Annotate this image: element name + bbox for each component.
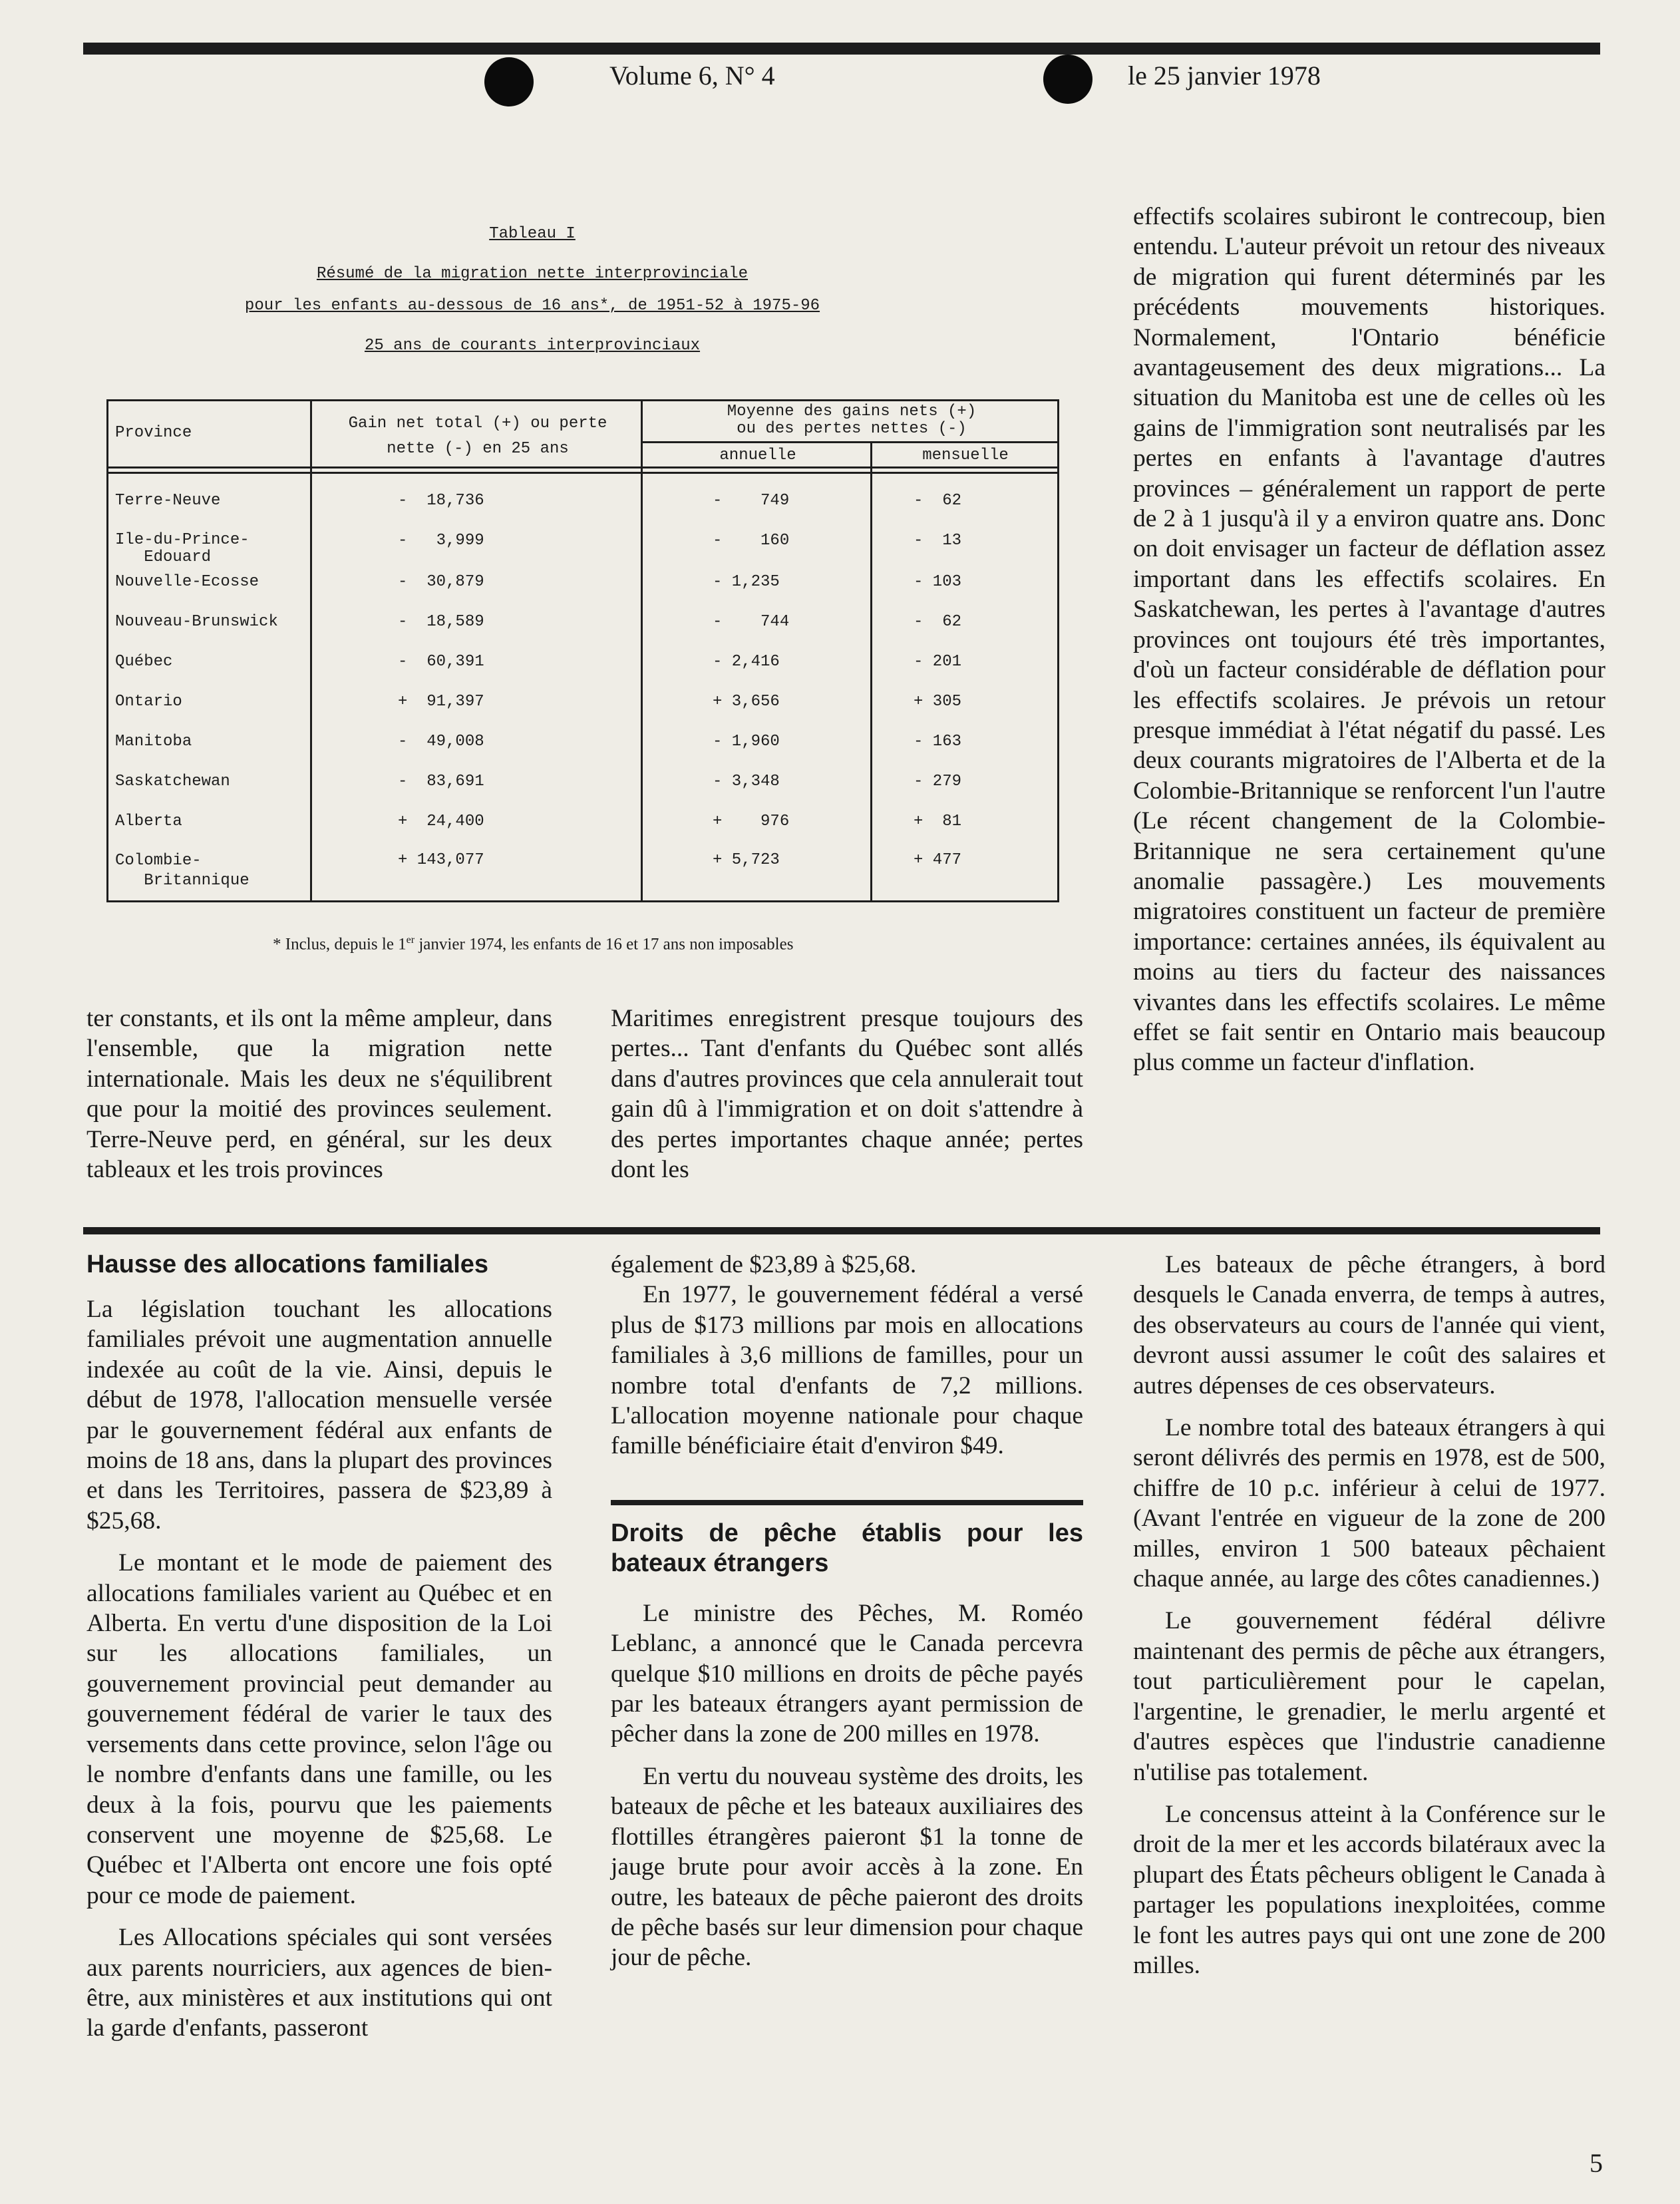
- body-paragraph: ter constants, et ils ont la même ampleur, dans l'ensemble, que la migration nette internationale. Mais les deux ne s'équilibrent que pour la moitié des provinces seulement. Terre-Neuve perd, en général, sur les deux tableaux et les trois provinces: [86, 1005, 552, 1184]
- row-monthly: - 201: [914, 653, 962, 671]
- body-paragraph: Le nombre total des bateaux étrangers à qui seront délivrés des permis en 1978, est de 500, chiffre de 10 p.c. inférieur à celui de 1977. (Avant l'entrée en vigueur de la zone de 200 milles, environ 1 500 bateaux pêchaient chaque année, au large des côtes canadiennes.): [1133, 1414, 1605, 1593]
- row-monthly: - 103: [914, 573, 962, 591]
- header-average-line1: Moyenne des gains nets (+): [727, 403, 977, 421]
- body-paragraph: Le gouvernement fédéral délivre maintenant des permis de pêche aux étrangers, tout particulièrement pour le capelan, l'argentine, le grenadier, le merlu argenté et d'autres espèces que l'industrie canadienne n'utilise pas totalement.: [1133, 1607, 1605, 1786]
- body-paragraph: En vertu du nouveau système des droits, les bateaux de pêche et les bateaux auxiliaires des flottilles étrangères paieront $1 la tonne de jauge brute pour avoir accès à la zone. En outre, les bateaux de pêche paieront des droits de pêche basés sur leur dimension pour chaque jour de pêche.: [611, 1762, 1083, 1972]
- row-province: Ontario: [115, 693, 182, 711]
- volume-number: Volume 6, N° 4: [609, 61, 775, 91]
- top-rule: [83, 43, 1600, 55]
- row-total: + 91,397: [398, 693, 484, 711]
- body-paragraph: Le concensus atteint à la Conférence sur le droit de la mer et les accords bilatéraux avec la plupart des États pêcheurs obligent le Canada à partager les populations inexploitées, comme le font les autres pays qui ont une zone de 200 milles.: [1133, 1800, 1605, 1979]
- row-annual: - 2,416: [713, 653, 780, 671]
- row-province: Manitoba: [115, 733, 192, 751]
- header-average-line2: ou des pertes nettes (-): [737, 420, 967, 438]
- article-title: Hausse des allocations familiales: [86, 1250, 489, 1278]
- section-rule: [83, 1227, 1600, 1234]
- middle-column: [611, 1250, 1083, 1973]
- row-monthly: - 13: [914, 532, 962, 550]
- row-annual: + 976: [713, 813, 790, 830]
- header-total-line1: Gain net total (+) ou perte: [348, 415, 607, 433]
- row-monthly: + 81: [914, 813, 962, 830]
- header-annual: annuelle: [719, 447, 796, 464]
- row-total: - 3,999: [398, 532, 484, 550]
- row-province: Colombie- Britannique: [115, 852, 250, 890]
- article-family-allowances: [86, 1250, 552, 2044]
- row-total: + 24,400: [398, 813, 484, 830]
- binder-hole: [1043, 55, 1092, 104]
- upper-middle-column: [611, 1004, 1083, 1185]
- row-total: - 18,736: [398, 492, 484, 510]
- table-period: 25 ans de courants interprovinciaux: [364, 337, 701, 355]
- row-monthly: - 62: [914, 613, 962, 631]
- row-province: Saskatchewan: [115, 773, 230, 791]
- table-footnote: * Inclus, depuis le 1er janvier 1974, les enfants de 16 et 17 ans non imposables: [273, 934, 794, 954]
- body-paragraph: Maritimes enregistrent presque toujours des pertes... Tant d'enfants du Québec sont allés dans d'autres provinces que cela annulerait tout gain dû à l'immigration et on doit s'attendre à des pertes importantes chaque année; pertes dont les: [611, 1005, 1083, 1184]
- header-total-line2: nette (-) en 25 ans: [387, 440, 569, 458]
- body-paragraph: La législation touchant les allocations familiales prévoit une augmentation annuelle indexée au coût de la vie. Ainsi, depuis le début de 1978, l'allocation mensuelle versée par le gouvernement fédéral aux enfants de moins de 18 ans, dans la plupart des provinces et dans les Territoires, passera de $23,89 à $25,68.: [86, 1296, 552, 1535]
- page-number: 5: [1590, 2148, 1603, 2178]
- row-province: Terre-Neuve: [115, 492, 221, 510]
- row-monthly: + 305: [914, 693, 962, 711]
- binder-hole: [484, 57, 534, 106]
- row-annual: - 3,348: [713, 773, 780, 791]
- row-total: - 18,589: [398, 613, 484, 631]
- row-total: - 60,391: [398, 653, 484, 671]
- article-title: Droits de pêche établis pour les bateaux étrangers: [611, 1519, 1083, 1577]
- row-annual: - 749: [713, 492, 790, 510]
- upper-left-column: [86, 1004, 552, 1185]
- row-monthly: - 279: [914, 773, 962, 791]
- issue-date: le 25 janvier 1978: [1128, 61, 1321, 91]
- body-paragraph: également de $23,89 à $25,68.: [611, 1251, 917, 1278]
- row-monthly: - 163: [914, 733, 962, 751]
- row-annual: + 5,723: [713, 851, 780, 869]
- body-paragraph: En 1977, le gouvernement fédéral a versé plus de $173 millions par mois en allocations familiales à 3,6 millions de familles, pour un nombre total d'enfants de 7,2 millions. L'allocation moyenne nationale pour chaque famille bénéficiaire était d'environ $49.: [611, 1281, 1083, 1460]
- row-total: - 30,879: [398, 573, 484, 591]
- body-paragraph: Les Allocations spéciales qui sont versées aux parents nourriciers, aux agences de bien-être, aux ministères et aux institutions qui ont la garde d'enfants, passeront: [86, 1924, 552, 2042]
- table-title: Résumé de la migration nette interprovinciale: [316, 265, 749, 283]
- table-label: Tableau I: [489, 225, 576, 243]
- row-province: Nouveau-Brunswick: [115, 613, 278, 631]
- row-province: Ile-du-Prince- Edouard: [115, 531, 250, 566]
- top-right-column: [1133, 202, 1605, 1078]
- header-monthly: mensuelle: [922, 447, 1009, 464]
- row-total: + 143,077: [398, 851, 484, 869]
- row-annual: + 3,656: [713, 693, 780, 711]
- row-annual: - 160: [713, 532, 790, 550]
- table-subtitle: pour les enfants au-dessous de 16 ans*, de 1951-52 à 1975-96: [244, 297, 820, 315]
- row-total: - 49,008: [398, 733, 484, 751]
- row-monthly: - 62: [914, 492, 962, 510]
- body-paragraph: effectifs scolaires subiront le contrecoup, bien entendu. L'auteur prévoit un retour des niveaux de migration qui furent déterminés par les précédents mouvements historiques. Normalement, l'Ontario bénéficie avantageusement des deux migrations... La situation du Manitoba est une de celles où les gains de l'immigration sont neutralisés par les pertes en enfants à l'avantage d'autres provinces – généralement un rapport de perte de 2 à 1 jusqu'à il y a environ quatre ans. Donc on doit envisager un facteur de déflation assez important dans les effectifs scolaires. En Saskatchewan, les pertes à l'avantage d'autres provinces ont toujours été très importantes, d'où un facteur considérable de déflation pour les effectifs scolaires. Je prévois un retour presque immédiat à l'état négatif du passé. Les deux courants migratoires de l'Alberta et de la Colombie-Britannique se renforcent l'un l'autre (Le récent changement de la Colombie-Britannique ne sera certainement qu'une anomalie passagère.) Les mouvements migratoires constituent un facteur de première importance: certaines années, ils équivalent au moins au tiers du facteur des naissances vivantes dans les effectifs scolaires. Le même effet se fait sentir en Ontario mais beaucoup plus comme un facteur d'inflation.: [1133, 203, 1605, 1077]
- row-province: Nouvelle-Ecosse: [115, 573, 259, 591]
- row-province: Alberta: [115, 813, 182, 830]
- row-annual: - 1,960: [713, 733, 780, 751]
- row-annual: - 744: [713, 613, 790, 631]
- header-province: Province: [115, 424, 192, 442]
- heading-rule: [611, 1500, 1083, 1505]
- table-frame: [106, 399, 1059, 902]
- row-total: - 83,691: [398, 773, 484, 791]
- body-paragraph: Le ministre des Pêches, M. Roméo Leblanc, a annoncé que le Canada percevra quelque $10 millions en droits de pêche payés par les bateaux étrangers ayant permission de pêcher dans la zone de 200 milles en 1978.: [611, 1599, 1083, 1748]
- row-province: Québec: [115, 653, 173, 671]
- right-column: [1133, 1250, 1605, 1980]
- body-paragraph: Le montant et le mode de paiement des allocations familiales varient au Québec et en Alberta. En vertu d'une disposition de la Loi sur les allocations familiales, un gouvernement provincial peut demander au gouvernement fédéral de varier le taux des versements dans cette province, selon l'âge ou le nombre d'enfants dans une famille, ou les deux à la fois, pourvu que les paiements conservent une moyenne de $25,68. Le Québec et l'Alberta ont encore une fois opté pour ce mode de paiement.: [86, 1549, 552, 1909]
- body-paragraph: Les bateaux de pêche étrangers, à bord desquels le Canada enverra, de temps à autres, des observateurs au cours de l'année qui vient, devront aussi assumer le coût des salaires et autres dépenses de ces observateurs.: [1133, 1251, 1605, 1399]
- row-monthly: + 477: [914, 851, 962, 869]
- row-annual: - 1,235: [713, 573, 780, 591]
